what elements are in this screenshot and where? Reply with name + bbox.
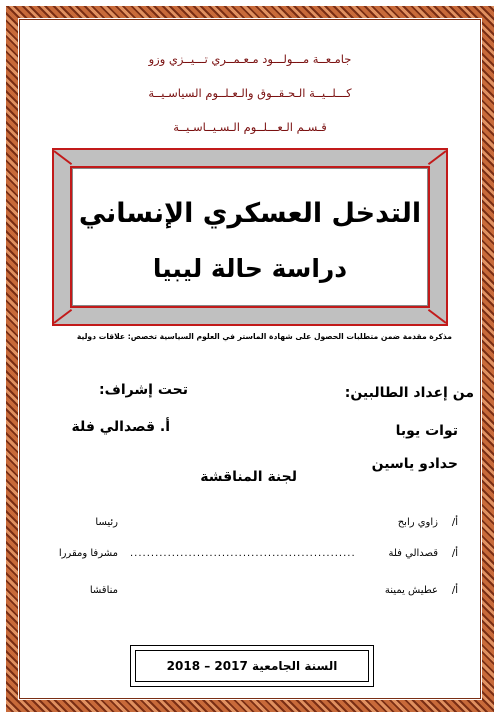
- bevel-corner-bl: [53, 309, 72, 324]
- bevel-corner-br: [428, 309, 447, 324]
- bevel-corner-tl: [53, 150, 72, 165]
- member-name: عطيش يمينة: [384, 585, 438, 596]
- supervisor-label: تحت إشراف:: [99, 382, 188, 398]
- faculty-name: كـــلــيــة الـحـقــوق والـعـلــوم السياسـيــة: [148, 86, 352, 100]
- supervisor-name: أ. قصدالي فلة: [71, 419, 170, 435]
- member-prefix: أ/: [451, 517, 458, 528]
- thesis-title: التدخل العسكري الإنساني: [78, 198, 422, 229]
- university-name: جامـعــة مـــولـــود مـعـمــري تـــيــزي وزو: [148, 52, 352, 66]
- member-prefix: أ/: [451, 548, 458, 559]
- student-name-1: توات يوبا: [395, 423, 458, 439]
- title-frame: [52, 148, 448, 326]
- member-role: رئيسا: [95, 517, 118, 528]
- bevel-corner-tr: [428, 150, 447, 165]
- member-role: مناقشا: [89, 585, 118, 596]
- memo-statement: مذكرة مقدمة ضمن متطلبات الحصول على شهادة الماستر في العلوم السياسية تخصص: علاقات دولية: [76, 332, 452, 341]
- member-role: مشرفا ومقررا: [58, 548, 118, 559]
- academic-year: السنة الجامعية 2017 – 2018: [166, 659, 338, 673]
- member-name: قصدالي فلة: [388, 548, 438, 559]
- department-name: قـسـم الـعـــلــوم الـسـيــاسـيــة: [173, 120, 327, 134]
- member-prefix: أ/: [451, 585, 458, 596]
- committee-label: لجنة المناقشة: [200, 469, 297, 485]
- title-panel: [70, 166, 430, 308]
- student-name-2: حدادو ياسين: [371, 456, 458, 472]
- thesis-subtitle: دراسة حالة ليبيا: [152, 254, 348, 283]
- academic-year-box: [130, 645, 374, 687]
- member-name: زاوي رابح: [397, 517, 438, 528]
- member-dots: ......................................................: [130, 548, 356, 559]
- students-label: من إعداد الطالبين:: [344, 385, 474, 401]
